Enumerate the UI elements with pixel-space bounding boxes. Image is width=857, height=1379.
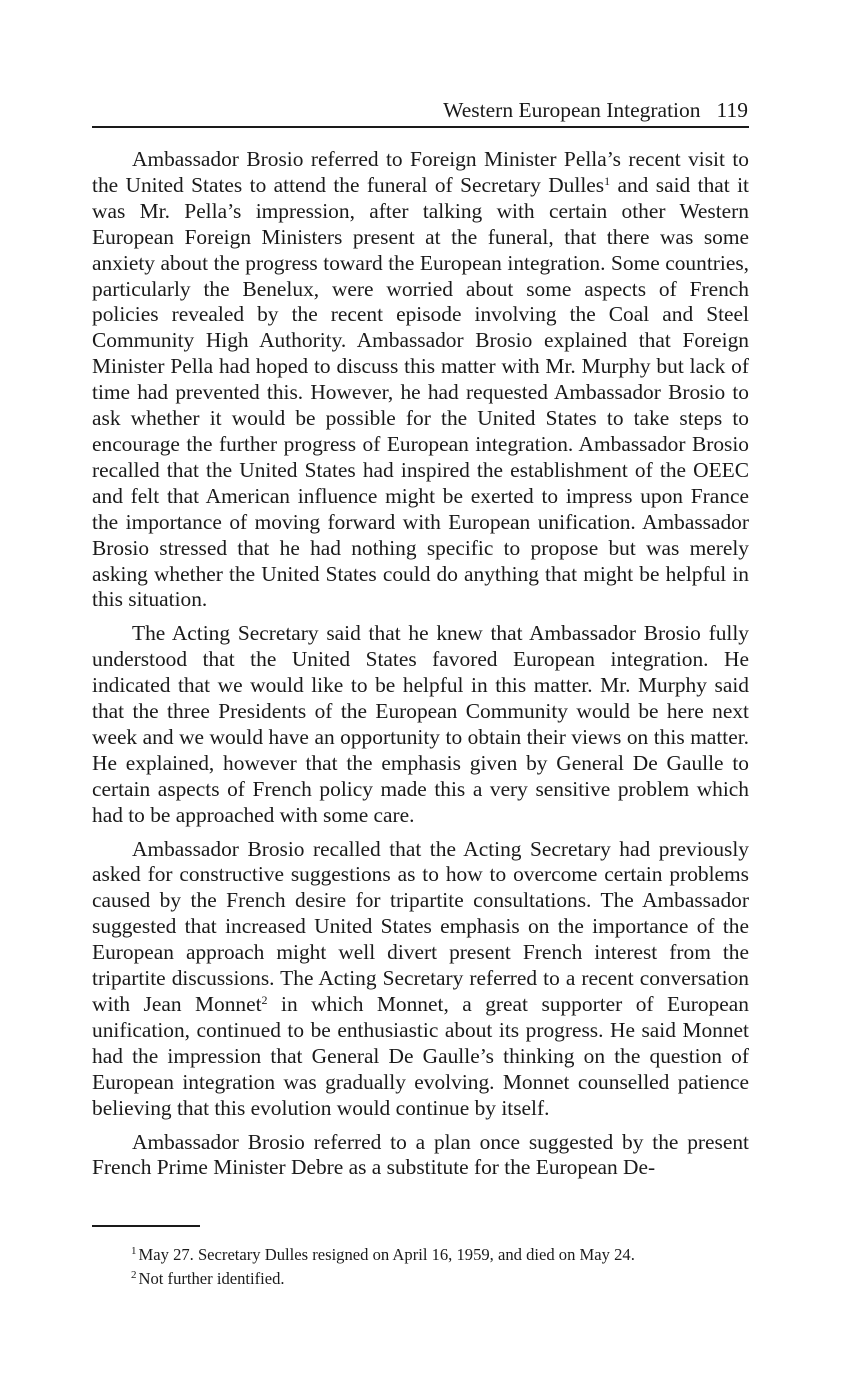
footnote-2 (131, 1267, 749, 1291)
footnote-2-text: Not further identified. (138, 1269, 285, 1288)
paragraph-3 (92, 837, 749, 1122)
body-text (92, 147, 749, 1189)
running-header-text (443, 98, 748, 123)
page-number: 119 (716, 98, 748, 122)
paragraph-2: The Acting Secretary said that he knew that Ambassador Brosio fully understood that the United States favored European integration. He indicated that we would like to be helpful in this matter. Mr. Murphy said that the three Presidents of the European Community would be here next week and we would have an opportunity to obtain their views on this matter. He explained, however that the emphasis given by General De Gaulle to certain aspects of French policy made this a very sensitive problem which had to be approached with some care. (92, 621, 749, 827)
paragraph-3-text-a: Ambassador Brosio recalled that the Acting Secretary had previously asked for constructive suggestions as to how to overcome certain problems caused by the French desire for tripartite consultations. The Ambassador suggested that increased United States emphasis on the importance of the European approach might well divert present French interest from the tripartite discussions. The Acting Secretary referred to a recent conversation with Jean Monnet (92, 836, 749, 1016)
running-header (92, 96, 749, 128)
paragraph-1-text-b: and said that it was Mr. Pella’s impression, after talking with certain other Western European Foreign Ministers present at the funeral, that there was some anxiety about the progress toward the European integration. Some countries, particularly the Benelux, were worried about some aspects of French policies revealed by the recent episode involving the Coal and Steel Community High Authority. Ambassador Brosio explained that Foreign Minister Pella had hoped to discuss this matter with Mr. Murphy but lack of time had prevented this. However, he had requested Ambassador Brosio to ask whether it would be possible for the United States to take steps to encourage the further progress of European integration. Ambassador Brosio recalled that the United States had inspired the establishment of the OEEC and felt that American influence might be exerted to impress upon France the importance of moving forward with European unification. Ambassador Brosio stressed that he had nothing specific to propose but was merely asking whether the United States could do anything that might be helpful in this situation. (92, 172, 749, 612)
paragraph-1 (92, 147, 749, 613)
footnote-1 (131, 1243, 749, 1267)
footnote-ref-2: 2 (261, 993, 268, 1007)
paragraph-1-text-a: Ambassador Brosio referred to Foreign Minister Pella’s recent visit to the United States to attend the funeral of Secretary Dulles (92, 147, 749, 197)
footnote-1-text: May 27. Secretary Dulles resigned on April 16, 1959, and died on May 24. (138, 1245, 635, 1264)
paragraph-3-text-b: in which Monnet, a great supporter of European unification, continued to be enthusiastic about its progress. He said Monnet had the impression that General De Gaulle’s thinking on the question of European integration was gradually evolving. Monnet counselled patience believing that this evolution would continue by itself. (92, 992, 749, 1120)
running-header-title: Western European Integration (443, 98, 701, 122)
footnote-1-marker: 1 (131, 1245, 137, 1257)
footnote-ref-1: 1 (604, 173, 611, 188)
paragraph-4: Ambassador Brosio referred to a plan once suggested by the present French Prime Minister Debre as a substitute for the European De- (92, 1129, 749, 1180)
footnote-divider (92, 1225, 200, 1227)
footnote-2-marker: 2 (131, 1269, 137, 1281)
footnotes (131, 1243, 749, 1291)
